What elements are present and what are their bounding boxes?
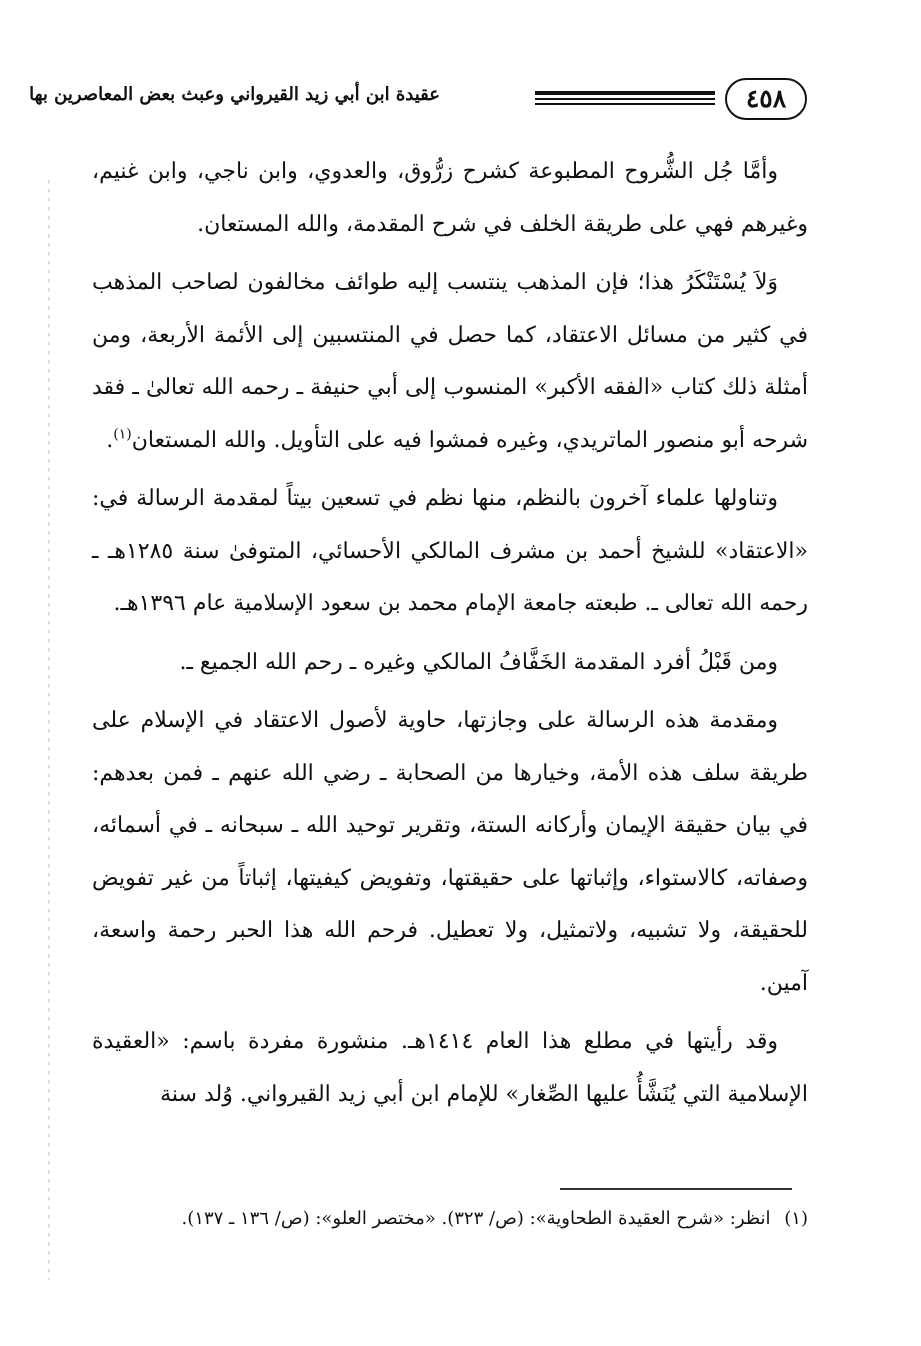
paragraph: ومقدمة هذه الرسالة على وجازتها، حاوية لأصول الاعتقاد في الإسلام على طريقة سلف هذه الأمة، وخيارها من الصحابة ـ رضي الله عنهم ـ فمن بعدهم: في بيان حقيقة الإيمان وأركانه الستة، وتقرير توحيد الله ـ سبحانه ـ في أسمائه، وصفاته، كالاستواء، وإثباتها على حقيقتها، وتفويض كيفيتها، إثباتاً من غير تفويض للحقيقة، ولا تشبيه، ولاتمثيل، ولا تعطيل. فرحم الله هذا الحبر رحمة واسعة، آمين. <box>92 708 808 996</box>
paragraph <box>92 257 808 467</box>
paragraph: ومن قَبْلُ أفرد المقدمة الخَفَّافُ المالكي وغيره ـ رحم الله الجميع ـ. <box>179 649 778 675</box>
header-rule <box>535 98 715 100</box>
header-rule <box>535 103 715 105</box>
footnote-marker: (١) <box>784 1208 808 1229</box>
footnote <box>92 1200 808 1238</box>
running-title: عقيدة ابن أبي زيد القيرواني وعبث بعض المعاصرين بها <box>29 84 440 105</box>
paragraph: وتناولها علماء آخرون بالنظم، منها نظم في تسعين بيتاً لمقدمة الرسالة في: «الاعتقاد» للشيخ أحمد بن مشرف المالكي الأحسائي، المتوفىٰ سنة ١٢٨٥هـ ـ رحمه الله تعالى ـ. طبعته جامعة الإمام محمد بن سعود الإسلامية عام ١٣٩٦هـ. <box>92 486 808 616</box>
page-number-badge: ٤٥٨ <box>725 78 807 120</box>
paragraph: وقد رأيتها في مطلع هذا العام ١٤١٤هـ. منشورة مفردة باسم: «العقيدة الإسلامية التي يُنَشَّأُ عليها الصِّغار» للإمام ابن أبي زيد القيرواني. وُلد سنة <box>92 1029 808 1107</box>
scan-margin-artifact <box>48 180 50 1280</box>
footnote-text: انظر: «شرح العقيدة الطحاوية»: (ص/ ٣٢٣). «مختصر العلو»: (ص/ ١٣٦ ـ ١٣٧). <box>181 1208 771 1229</box>
header-rule <box>535 91 715 95</box>
paragraph: وأمَّا جُل الشُّروح المطبوعة كشرح زرُّوق، والعدوي، وابن ناجي، وابن غنيم، وغيرهم فهي على طريقة الخلف في شرح المقدمة، والله المستعان. <box>92 159 808 237</box>
body-text <box>92 146 808 1127</box>
footnote-separator <box>560 1188 792 1190</box>
footnote-reference[interactable]: (١) <box>113 426 132 443</box>
running-header <box>29 78 807 124</box>
paragraph-tail: . <box>106 427 114 453</box>
paragraph-text: وَلاَ يُسْتَنْكَرُ هذا؛ فإن المذهب ينتسب إليه طوائف مخالفون لصاحب المذهب في كثير من مسائل الاعتقاد، كما حصل في المنتسبين إلى الأئمة الأربعة، ومن أمثلة ذلك كتاب «الفقه الأكبر» المنسوب إلى أبي حنيفة ـ رحمه الله تعالىٰ ـ فقد شرحه أبو منصور الماتريدي، وغيره فمشوا فيه على التأويل. والله المستعان <box>92 270 808 453</box>
